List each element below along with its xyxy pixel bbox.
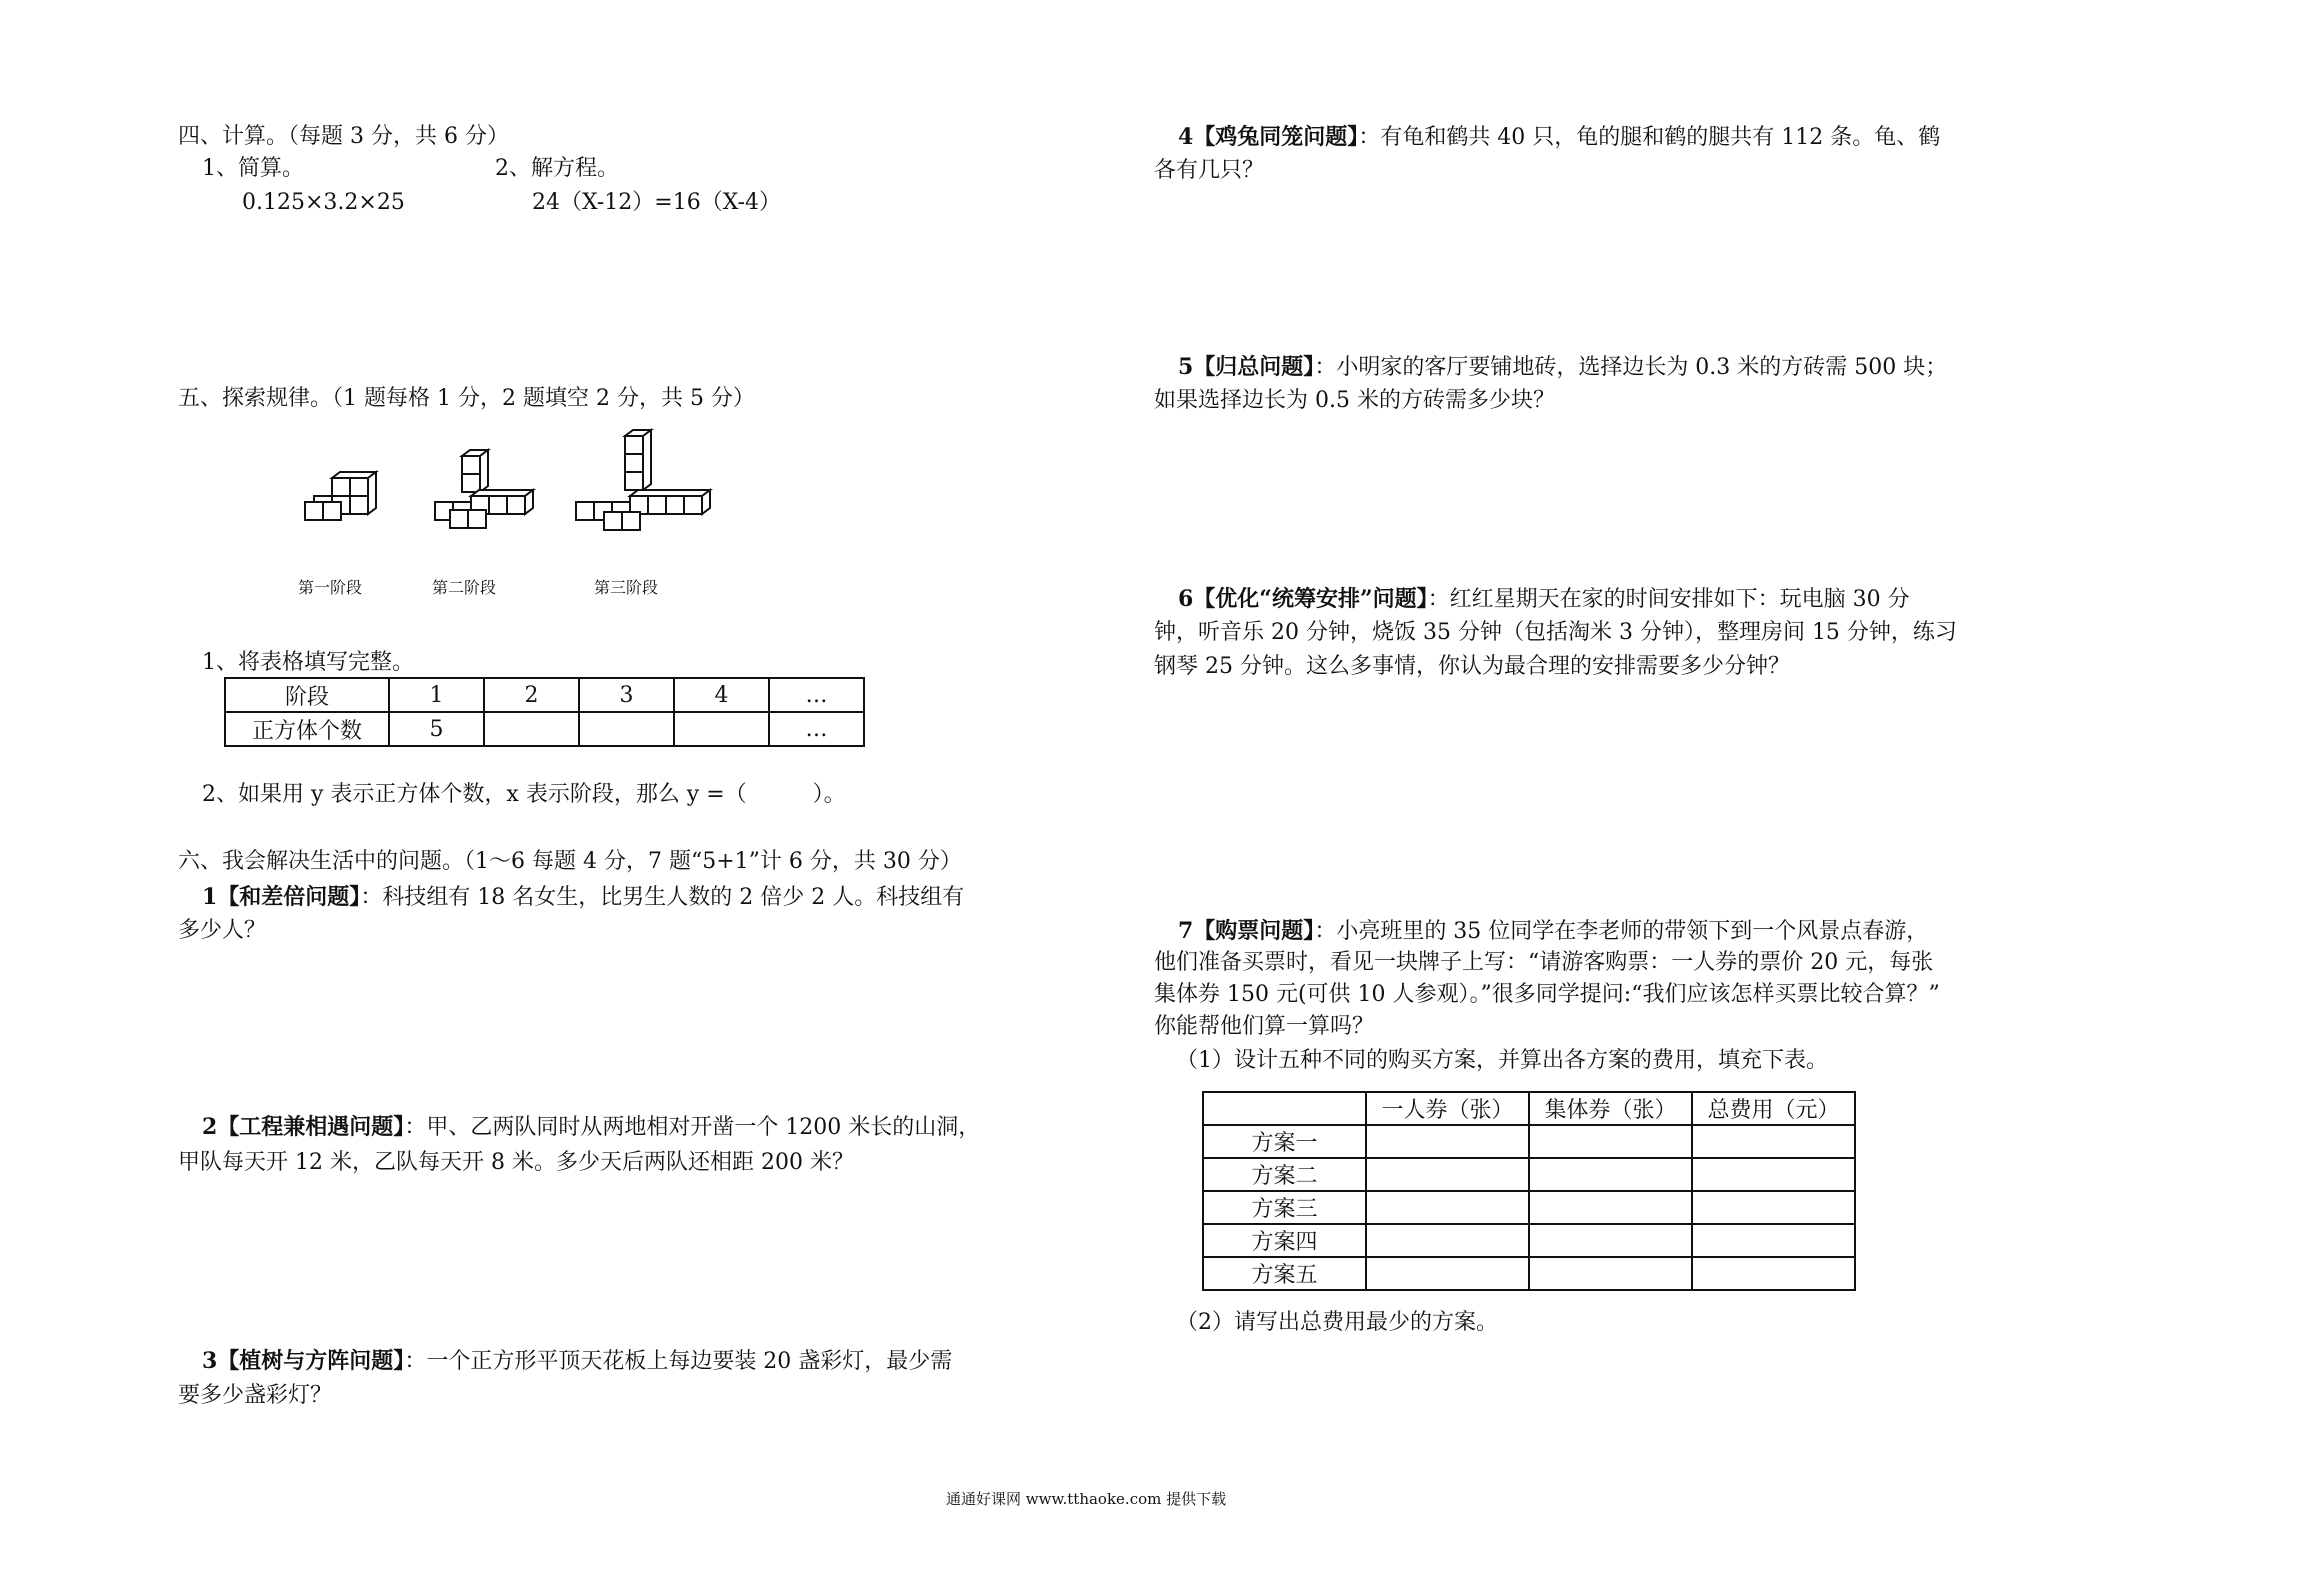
table-cell: 阶段: [225, 678, 389, 712]
problem-3-line-1: [202, 1350, 952, 1373]
table-cell: 4: [674, 678, 769, 712]
pattern-q1: 1、将表格填写完整。: [202, 650, 414, 675]
table-cell[interactable]: [1366, 1125, 1529, 1158]
problem-1-line-2: 多少人？: [178, 918, 267, 943]
table-cell[interactable]: [1529, 1191, 1692, 1224]
table-row: [1203, 1125, 1855, 1158]
problem-6-line-1: [1178, 588, 1910, 611]
stage-3-cubes: [576, 430, 710, 530]
table-cell[interactable]: [1366, 1191, 1529, 1224]
table-cell[interactable]: [1692, 1257, 1855, 1290]
problem-4-line-1: [1178, 126, 1940, 149]
problem-7-line-2: 他们准备买票时，看见一块牌子上写：“请游客购票：一人券的票价 20 元，每张: [1154, 950, 1934, 975]
table-row: [1203, 1191, 1855, 1224]
table-cell[interactable]: [1366, 1224, 1529, 1257]
table-cell[interactable]: [674, 712, 769, 746]
problem-3-text: ：一个正方形平顶天花板上每边要装 20 盏彩灯，最少需: [404, 1349, 953, 1374]
calc-q1-expression: 0.125×3.2×25: [242, 190, 405, 215]
pattern-q2: 2、如果用 y 表示正方体个数，x 表示阶段，那么 y =（ ）。: [202, 782, 846, 807]
problem-4-line-2: 各有几只？: [1154, 158, 1265, 183]
calc-q2-equation: 24（X-12）=16（X-4）: [532, 190, 782, 215]
problem-7-tag: 7【购票问题】: [1178, 918, 1315, 944]
pattern-table: [224, 677, 865, 747]
table-cell: …: [769, 678, 864, 712]
problem-2-line-2: 甲队每天开 12 米，乙队每天开 8 米。多少天后两队还相距 200 米？: [178, 1150, 854, 1175]
table-cell[interactable]: [1529, 1257, 1692, 1290]
table-cell[interactable]: [1529, 1125, 1692, 1158]
table-cell: 1: [389, 678, 484, 712]
problem-6-line-2: 钟，听音乐 20 分钟，烧饭 35 分钟（包括淘米 3 分钟），整理房间 15 分钟，练习: [1154, 620, 1957, 645]
table-header: 集体券（张）: [1529, 1092, 1692, 1125]
calc-q1-label: 1、简算。: [202, 156, 304, 181]
table-cell[interactable]: [579, 712, 674, 746]
stage-1-label: 第一阶段: [298, 578, 363, 597]
table-cell[interactable]: [1529, 1224, 1692, 1257]
problem-7-text: ：小亮班里的 35 位同学在李老师的带领下到一个风景点春游，: [1314, 919, 1929, 944]
problem-2-tag: 2【工程兼相遇问题】: [202, 1114, 405, 1140]
problem-1-line-1: [202, 886, 964, 909]
table-cell[interactable]: [1366, 1257, 1529, 1290]
cube-stage-figures: [300, 428, 720, 568]
problem-3-line-2: 要多少盏彩灯？: [178, 1383, 333, 1408]
table-cell[interactable]: [1692, 1224, 1855, 1257]
table-cell: 正方体个数: [225, 712, 389, 746]
problem-6-text: ：红红星期天在家的时间安排如下：玩电脑 30 分: [1427, 587, 1910, 612]
problem-3-tag: 3【植树与方阵问题】: [202, 1348, 405, 1374]
problem-5-line-1: [1178, 356, 1947, 379]
problem-5-line-2: 如果选择边长为 0.5 米的方砖需多少块？: [1154, 388, 1555, 413]
stage-2-cubes: [435, 450, 533, 528]
problem-5-tag: 5【归总问题】: [1178, 354, 1315, 380]
table-cell: …: [769, 712, 864, 746]
problem-2-text: ：甲、乙两队同时从两地相对开凿一个 1200 米长的山洞，: [404, 1115, 981, 1140]
table-row: [1203, 1224, 1855, 1257]
table-header: 一人券（张）: [1366, 1092, 1529, 1125]
plan-label: 方案四: [1203, 1224, 1366, 1257]
section-4-title: 四、计算。（每题 3 分，共 6 分）: [178, 124, 509, 149]
problem-4-tag: 4【鸡兔同笼问题】: [1178, 124, 1359, 150]
section-5-title: 五、探索规律。（1 题每格 1 分，2 题填空 2 分，共 5 分）: [178, 386, 755, 411]
plan-label: 方案三: [1203, 1191, 1366, 1224]
calc-q2-label: 2、解方程。: [495, 156, 619, 181]
problem-7-line-1: [1178, 920, 1928, 943]
table-cell[interactable]: [1366, 1158, 1529, 1191]
plan-label: 方案五: [1203, 1257, 1366, 1290]
ticket-plan-table: [1202, 1091, 1856, 1291]
table-cell[interactable]: [1692, 1125, 1855, 1158]
table-row: [225, 678, 864, 712]
problem-6-tag: 6【优化“统筹安排”问题】: [1178, 586, 1428, 612]
plan-label: 方案二: [1203, 1158, 1366, 1191]
stage-2-label: 第二阶段: [432, 578, 497, 597]
problem-7-sub-1: （1）设计五种不同的购买方案，并算出各方案的费用，填充下表。: [1176, 1048, 1828, 1073]
table-header: [1203, 1092, 1366, 1125]
stage-1-cubes: [305, 472, 376, 520]
footer-credit: 通通好课网 www.tthaoke.com 提供下载: [946, 1490, 1227, 1508]
section-6-title: 六、我会解决生活中的问题。（1～6 每题 4 分，7 题“5+1”计 6 分，共 30 分）: [178, 849, 962, 874]
problem-6-line-3: 钢琴 25 分钟。这么多事情，你认为最合理的安排需要多少分钟？: [1154, 654, 1790, 679]
problem-7-sub-2: （2）请写出总费用最少的方案。: [1176, 1310, 1498, 1335]
problem-4-text: ：有龟和鹤共 40 只，龟的腿和鹤的腿共有 112 条。龟、鹤: [1358, 125, 1941, 150]
table-header-row: [1203, 1092, 1855, 1125]
table-cell: 2: [484, 678, 579, 712]
table-cell[interactable]: [1529, 1158, 1692, 1191]
table-cell[interactable]: [484, 712, 579, 746]
table-row: [1203, 1158, 1855, 1191]
table-row: [1203, 1257, 1855, 1290]
problem-7-line-4: 你能帮他们算一算吗？: [1154, 1014, 1375, 1039]
stage-3-label: 第三阶段: [594, 578, 659, 597]
plan-label: 方案一: [1203, 1125, 1366, 1158]
table-cell: 3: [579, 678, 674, 712]
table-header: 总费用（元）: [1692, 1092, 1855, 1125]
table-cell: 5: [389, 712, 484, 746]
problem-5-text: ：小明家的客厅要铺地砖，选择边长为 0.3 米的方砖需 500 块；: [1314, 355, 1948, 380]
table-row: [225, 712, 864, 746]
problem-7-line-3: 集体券 150 元(可供 10 人参观）。”很多同学提问:“我们应该怎样买票比较合算？”: [1154, 982, 1940, 1007]
problem-1-tag: 1【和差倍问题】: [202, 884, 361, 910]
problem-2-line-1: [202, 1116, 980, 1139]
problem-1-text: ：科技组有 18 名女生，比男生人数的 2 倍少 2 人。科技组有: [360, 885, 965, 910]
table-cell[interactable]: [1692, 1158, 1855, 1191]
table-cell[interactable]: [1692, 1191, 1855, 1224]
